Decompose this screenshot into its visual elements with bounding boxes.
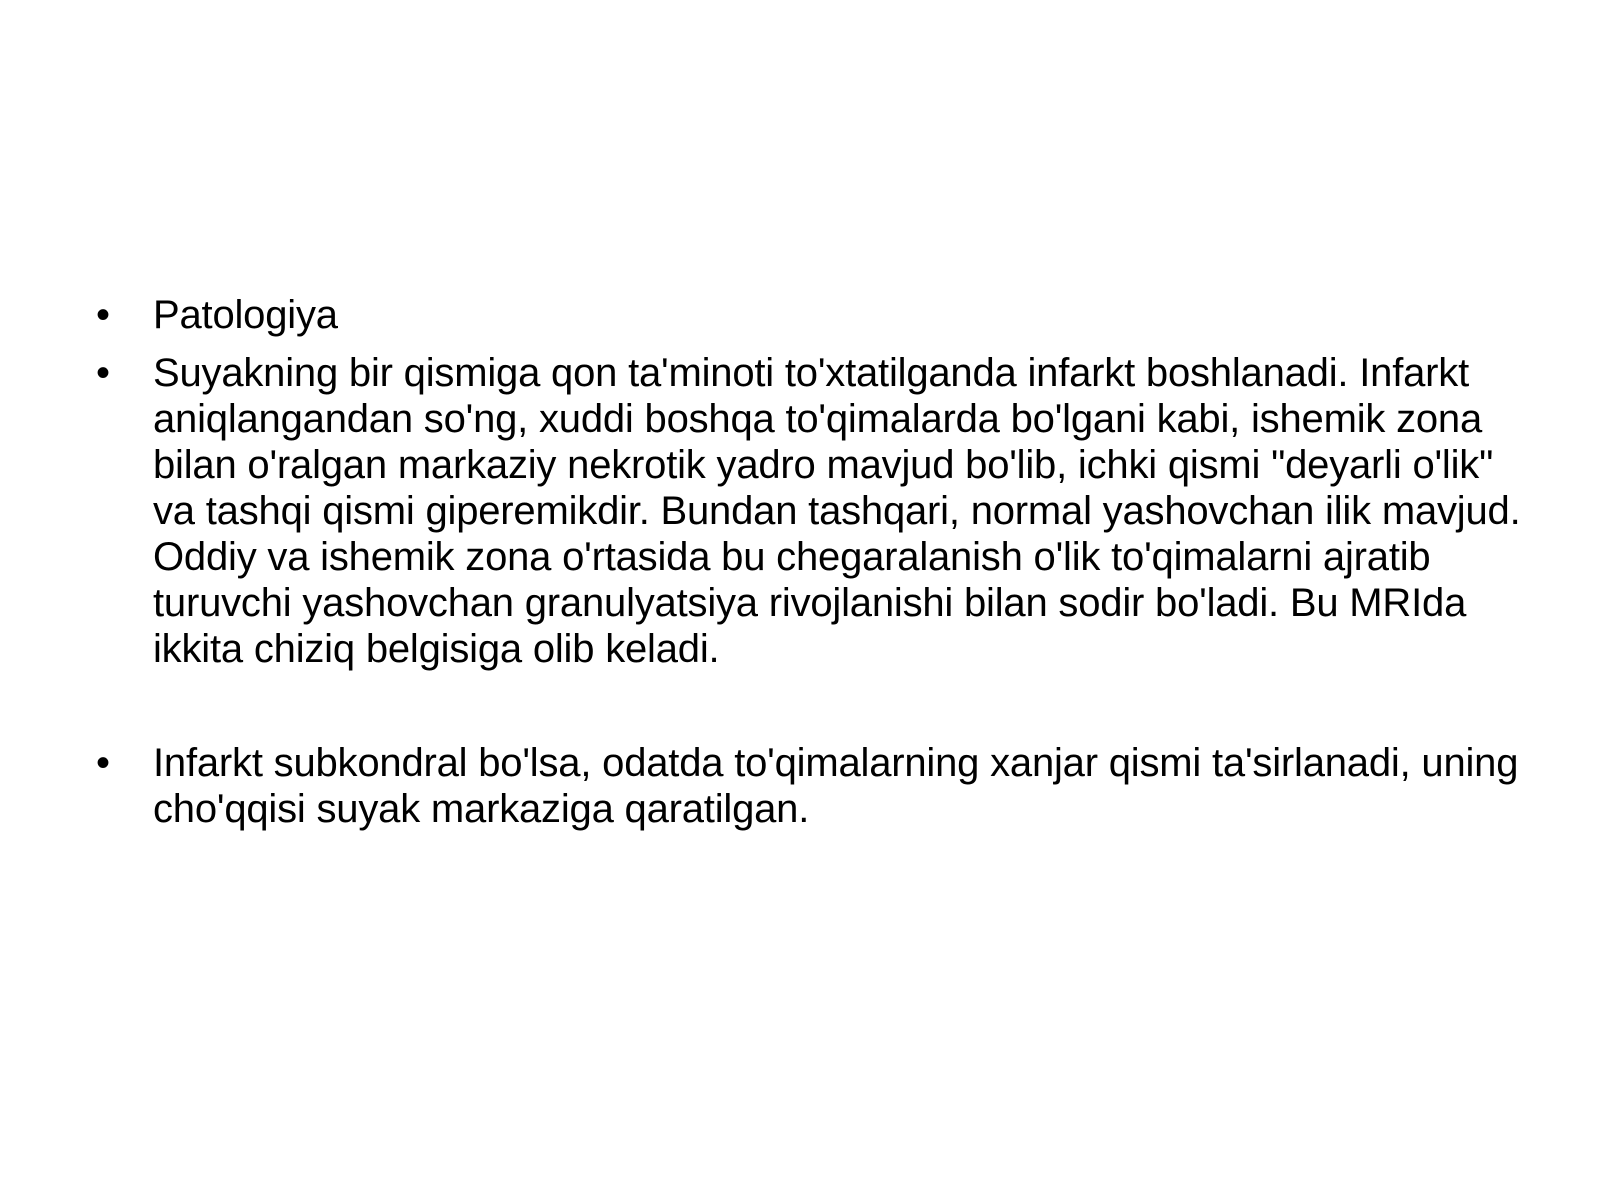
bullet-item-description xyxy=(96,350,1536,672)
bullet-text: Infarkt subkondral bo'lsa, odatda to'qimalarning xanjar qismi ta'sirlanadi, uning cho'qqisi suyak markaziga qaratilgan. xyxy=(153,741,1519,831)
bullet-dot-icon: • xyxy=(96,741,111,785)
bullet-list xyxy=(96,292,1536,844)
bullet-dot-icon: • xyxy=(96,351,111,395)
bullet-dot-icon: • xyxy=(96,293,111,337)
bullet-text: Suyakning bir qismiga qon ta'minoti to'xtatilganda infarkt boshlanadi. Infarkt aniqlangandan so'ng, xuddi boshqa to'qimalarda bo'lgani kabi, ishemik zona bilan o'ralgan markaziy nekrotik yadro mavjud bo'lib, ichki qismi "deyarli o'lik" va tashqi qismi giperemikdir. Bundan tashqari, normal yashovchan ilik mavjud. Oddiy va ishemik zona o'rtasida bu chegaralanish o'lik to'qimalarni ajratib turuvchi yashovchan granulyatsiya rivojlanishi bilan sodir bo'ladi. Bu MRIda ikkita chiziq belgisiga olib keladi. xyxy=(153,351,1521,671)
bullet-text: Patologiya xyxy=(153,293,338,337)
bullet-item-subchondral xyxy=(96,740,1536,832)
bullet-item-title xyxy=(96,292,1536,338)
